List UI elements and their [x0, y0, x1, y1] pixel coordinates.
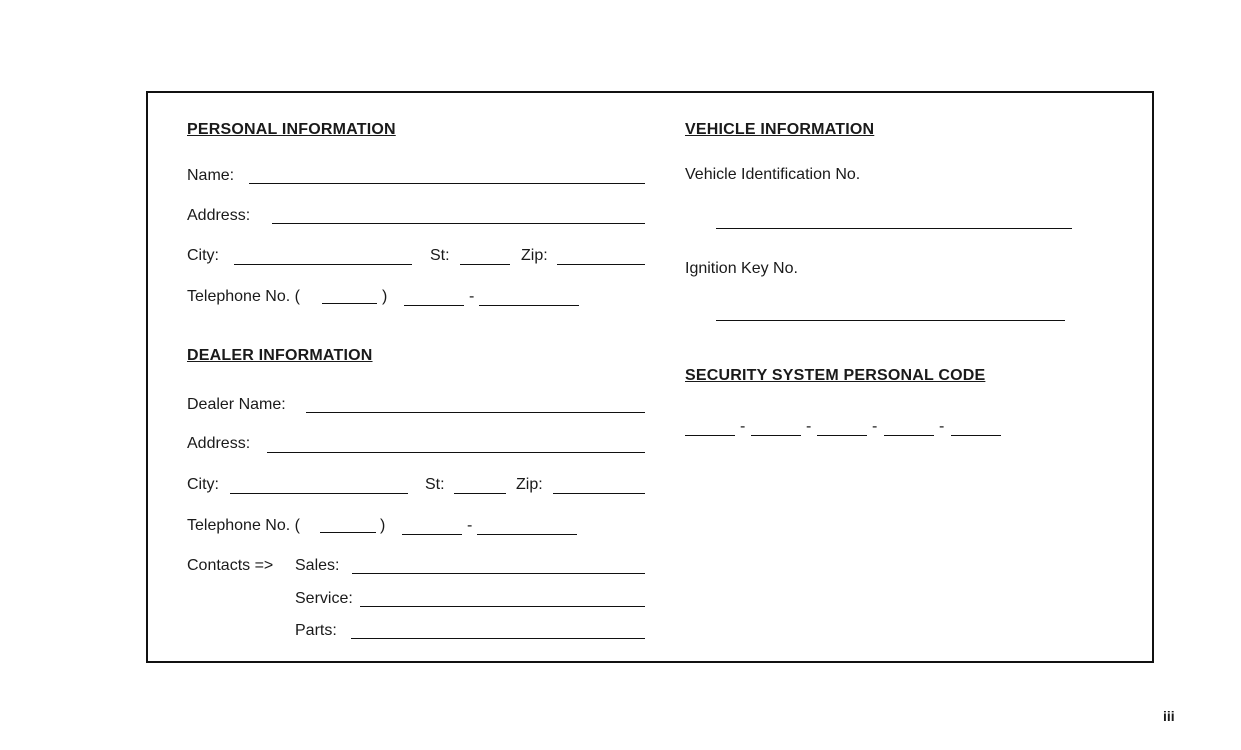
dealer-name-field[interactable]: [306, 412, 645, 413]
security-code-digit-5[interactable]: [951, 435, 1001, 436]
personal-state-field[interactable]: [460, 264, 510, 265]
security-code-digit-4[interactable]: [884, 435, 934, 436]
personal-telephone-dash: -: [469, 288, 475, 305]
dealer-name-label: Dealer Name:: [187, 396, 286, 413]
dealer-information-heading: DEALER INFORMATION: [187, 347, 373, 364]
vehicle-information-heading: VEHICLE INFORMATION: [685, 121, 875, 138]
personal-state-label: St:: [430, 247, 450, 264]
service-contact-field[interactable]: [360, 606, 645, 607]
dealer-phone-line-field[interactable]: [477, 534, 577, 535]
dealer-telephone-paren: ): [380, 517, 386, 534]
personal-address-field[interactable]: [272, 223, 645, 224]
parts-contact-label: Parts:: [295, 622, 337, 639]
dealer-city-field[interactable]: [230, 493, 408, 494]
contacts-label: Contacts =>: [187, 557, 274, 574]
personal-area-code-field[interactable]: [322, 303, 377, 304]
dealer-telephone-dash: -: [467, 517, 473, 534]
dealer-area-code-field[interactable]: [320, 532, 376, 533]
personal-address-label: Address:: [187, 207, 251, 224]
owner-information-form: [146, 91, 1154, 663]
dealer-telephone-label: Telephone No. (: [187, 517, 300, 534]
dealer-address-label: Address:: [187, 435, 251, 452]
personal-zip-label: Zip:: [521, 247, 548, 264]
dealer-city-label: City:: [187, 476, 219, 493]
security-code-dash-2: -: [806, 418, 812, 435]
personal-phone-prefix-field[interactable]: [404, 305, 464, 306]
sales-contact-field[interactable]: [352, 573, 645, 574]
ignition-key-label: Ignition Key No.: [685, 260, 798, 277]
page-number: iii: [1163, 708, 1175, 724]
security-code-dash-3: -: [872, 418, 878, 435]
security-code-dash-1: -: [740, 418, 746, 435]
personal-city-field[interactable]: [234, 264, 412, 265]
personal-telephone-paren: ): [382, 288, 388, 305]
vin-field[interactable]: [716, 228, 1072, 229]
personal-name-label: Name:: [187, 167, 235, 184]
dealer-zip-label: Zip:: [516, 476, 543, 493]
dealer-state-field[interactable]: [454, 493, 506, 494]
security-code-heading: SECURITY SYSTEM PERSONAL CODE: [685, 367, 986, 384]
dealer-state-label: St:: [425, 476, 445, 493]
sales-contact-label: Sales:: [295, 557, 340, 574]
security-code-digit-2[interactable]: [751, 435, 801, 436]
personal-zip-field[interactable]: [557, 264, 645, 265]
personal-information-heading: PERSONAL INFORMATION: [187, 121, 396, 138]
personal-name-field[interactable]: [249, 183, 645, 184]
security-code-digit-1[interactable]: [685, 435, 735, 436]
personal-phone-line-field[interactable]: [479, 305, 579, 306]
security-code-digit-3[interactable]: [817, 435, 867, 436]
service-contact-label: Service:: [295, 590, 353, 607]
personal-city-label: City:: [187, 247, 219, 264]
security-code-dash-4: -: [939, 418, 945, 435]
vin-label: Vehicle Identification No.: [685, 166, 861, 183]
ignition-key-field[interactable]: [716, 320, 1065, 321]
dealer-zip-field[interactable]: [553, 493, 645, 494]
personal-telephone-label: Telephone No. (: [187, 288, 300, 305]
dealer-address-field[interactable]: [267, 452, 645, 453]
parts-contact-field[interactable]: [351, 638, 645, 639]
dealer-phone-prefix-field[interactable]: [402, 534, 462, 535]
